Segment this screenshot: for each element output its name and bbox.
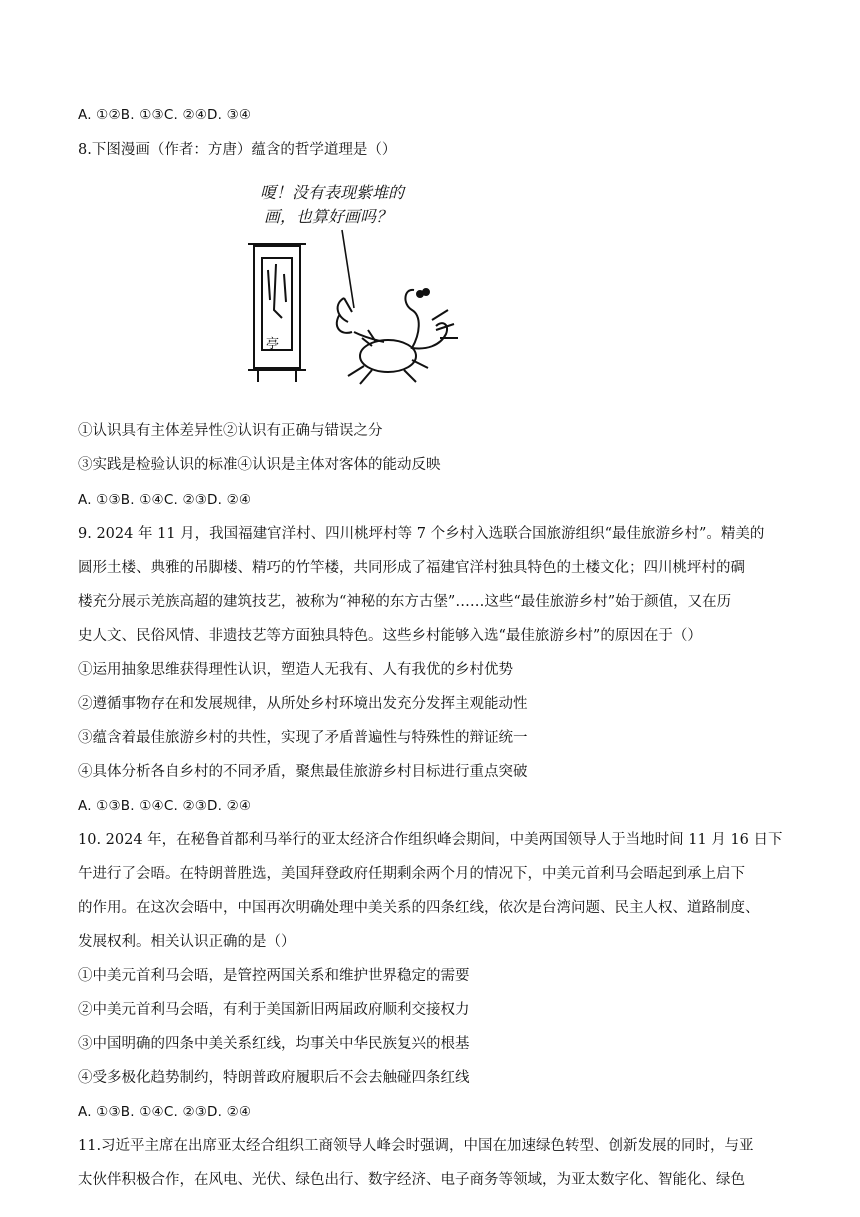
q11-stem-line1: 11.习近平主席在出席亚太经合组织工商领导人峰会时强调，中国在加速绿色转型、创新发展的同时，与亚 [78, 1138, 754, 1154]
scroll-painting [248, 244, 306, 382]
q9-choice-3: ③蕴含着最佳旅游乡村的共性，实现了矛盾普遍性与特殊性的辩证统一 [78, 730, 528, 746]
q10-choice-4: ④受多极化趋势制约，特朗普政府履职后不会去触碰四条红线 [78, 1070, 470, 1086]
q9-choice-1: ①运用抽象思维获得理性认识，塑造人无我有、人有我优的乡村优势 [78, 662, 513, 678]
q8-choice-3-4: ③实践是检验认识的标准④认识是主体对客体的能动反映 [78, 457, 441, 473]
cartoon-speech-line2: 画，也算好画吗？ [264, 207, 393, 226]
q10-choice-3: ③中国明确的四条中美关系红线，均事关中华民族复兴的根基 [78, 1036, 470, 1052]
q10-stem-line1: 10. 2024 年，在秘鲁首都利马举行的亚太经济合作组织峰会期间，中美两国领导人于当地时间 11 月 16 日下 [78, 832, 783, 848]
q8-stem: 8.下图漫画（作者：方唐）蕴含的哲学道理是（） [78, 142, 397, 158]
q7-options: A. ①②B. ①③C. ②④D. ③④ [78, 107, 252, 123]
q9-stem-line4: 史人文、民俗风情、非遗技艺等方面独具特色。这些乡村能够入选“最佳旅游乡村”的原因在于（） [78, 628, 702, 644]
q9-stem-line1: 9. 2024 年 11 月，我国福建官洋村、四川桃坪村等 7 个乡村入选联合国旅游组织“最佳旅游乡村”。精美的 [78, 526, 765, 542]
q8-choice-1-2: ①认识具有主体差异性②认识有正确与错误之分 [78, 423, 383, 439]
q9-stem-line2: 圆形土楼、典雅的吊脚楼、精巧的竹竿楼，共同形成了福建官洋村独具特色的土楼文化；四川桃坪村的碉 [78, 560, 745, 576]
q11-stem-line2: 太伙伴积极合作，在风电、光伏、绿色出行、数字经济、电子商务等领域，为亚太数字化、智能化、绿色 [78, 1172, 745, 1188]
cartoon-image [236, 170, 468, 402]
snake-figure [405, 289, 458, 348]
q9-stem-line3: 楼充分展示羌族高超的建筑技艺，被称为“神秘的东方古堡”……这些“最佳旅游乡村”始于颜值，又在历 [78, 594, 732, 610]
q10-choice-2: ②中美元首利马会晤，有利于美国新旧两届政府顺利交接权力 [78, 1002, 470, 1018]
cartoon-speech-line1: 嗄！没有表现紫堆的 [260, 183, 405, 202]
q9-options: A. ①③B. ①④C. ②③D. ②④ [78, 798, 252, 814]
scroll-text: 亭 [266, 337, 280, 352]
q10-stem-line2: 午进行了会晤。在特朗普胜选，美国拜登政府任期剩余两个月的情况下，中美元首利马会晤起到承上启下 [78, 866, 745, 882]
q8-options: A. ①③B. ①④C. ②③D. ②④ [78, 492, 252, 508]
q10-choice-1: ①中美元首利马会晤，是管控两国关系和维护世界稳定的需要 [78, 968, 470, 984]
q10-options: A. ①③B. ①④C. ②③D. ②④ [78, 1104, 252, 1120]
q9-choice-2: ②遵循事物存在和发展规律，从所处乡村环境出发充分发挥主观能动性 [78, 696, 528, 712]
q9-choice-4: ④具体分析各自乡村的不同矛盾，聚焦最佳旅游乡村目标进行重点突破 [78, 764, 528, 780]
q10-stem-line4: 发展权利。相关认识正确的是（） [78, 934, 296, 950]
q10-stem-line3: 的作用。在这次会晤中，中国再次明确处理中美关系的四条红线，依次是台湾问题、民主人权、道路制度、 [78, 900, 760, 916]
